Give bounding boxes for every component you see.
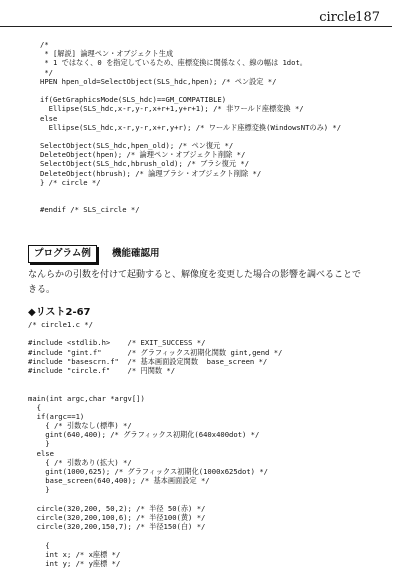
code-line: circle(320,200,150,7); /* 半径150(白) */ bbox=[28, 522, 206, 532]
page-number: 187 bbox=[355, 10, 380, 25]
code-line: else bbox=[40, 113, 58, 123]
code-line bbox=[28, 329, 282, 338]
code-line: * [解説] 論理ペン・オブジェクト生成 bbox=[40, 49, 174, 59]
code-line: base_screen(640,400); /* 基本画面設定 */ bbox=[28, 476, 210, 486]
code-line: { bbox=[28, 402, 41, 412]
code-line: } bbox=[28, 485, 50, 495]
code-line: } bbox=[28, 439, 50, 449]
code-line: { /* 引数あり(拡大) */ bbox=[28, 457, 132, 467]
code-line bbox=[28, 495, 282, 504]
code-line: #endif /* SLS_circle */ bbox=[40, 205, 140, 215]
code-line: gint(1000,625); /* グラフィックス初期化(1000x625dot) */ bbox=[28, 467, 268, 476]
section-title: 機能確認用 bbox=[112, 248, 160, 259]
code-line: { bbox=[28, 540, 50, 550]
code-line: } /* circle */ bbox=[40, 177, 101, 187]
code-line: int x; /* x座標 */ bbox=[28, 549, 121, 559]
code-line: circle(320,200, 50,2); /* 半径 50(赤) */ bbox=[28, 503, 206, 513]
code-line: Ellipse(SLS_hdc,x-r,y-r,x+r,y+r); /* ワールド座標変換(WindowsNTのみ) */ bbox=[40, 122, 342, 132]
code-line: SelectObject(SLS_hdc,hbrush_old); /* ブラシ復元 */ bbox=[40, 159, 250, 169]
code-line: * 1 ではなく、0 を指定しているため、座標変換に関係なく、線の幅は 1dot。 bbox=[40, 58, 307, 68]
code-line: gint(640,400); /* グラフィックス初期化(640x400dot) */ bbox=[28, 430, 260, 440]
code-listing-top bbox=[40, 40, 341, 215]
body-line: なんらかの引数を付けて起動すると、解像度を変更した場合の影響を調べることで bbox=[28, 270, 362, 280]
code-line: DeleteObject(hpen); /* 論理ペン・オブジェクト削除 */ bbox=[40, 150, 246, 160]
body-paragraph bbox=[28, 268, 380, 298]
code-line bbox=[28, 384, 282, 393]
running-title: circle bbox=[319, 10, 356, 25]
code-line: #include "circle.f" /* 円関数 */ bbox=[28, 365, 176, 375]
sample-program-tag: プログラム例 bbox=[28, 245, 97, 263]
code-line bbox=[40, 86, 341, 95]
code-line: #include "basescrn.f" /* 基本画面設定関数 base_screen */ bbox=[28, 356, 268, 366]
code-line: #include "gint.f" /* グラフィックス初期化関数 gint,gend */ bbox=[28, 347, 283, 357]
code-line: /* circle1.c */ bbox=[28, 320, 93, 329]
code-line bbox=[40, 187, 341, 196]
code-line: if(argc==1) bbox=[28, 411, 85, 421]
code-line bbox=[28, 531, 282, 540]
code-line: SelectObject(SLS_hdc,hpen_old); /* ペン復元 */ bbox=[40, 141, 234, 151]
code-line: { /* 引数なし(標準) */ bbox=[28, 421, 132, 431]
code-line: /* bbox=[40, 40, 49, 49]
code-line: circle(320,200,100,6); /* 半径100(黄) */ bbox=[28, 512, 206, 522]
body-line: きる。 bbox=[28, 285, 56, 295]
code-line: HPEN hpen_old=SelectObject(SLS_hdc,hpen); /* ペン設定 */ bbox=[40, 76, 277, 86]
code-line bbox=[40, 196, 341, 205]
code-line: else bbox=[28, 448, 54, 458]
code-line: */ bbox=[40, 67, 53, 77]
section-heading bbox=[28, 245, 248, 263]
code-line: int y; /* y座標 */ bbox=[28, 558, 121, 568]
page-header bbox=[0, 8, 392, 30]
code-line: DeleteObject(hbrush); /* 論理ブラシ・オブジェクト削除 */ bbox=[40, 168, 262, 178]
code-line bbox=[28, 375, 282, 384]
code-line: Ellipse(SLS_hdc,x-r,y-r,x+r+1,y+r+1); /* 非ワールド座標変換 */ bbox=[40, 104, 304, 114]
code-listing-main bbox=[28, 320, 282, 568]
code-line: #include <stdlib.h> /* EXIT_SUCCESS */ bbox=[28, 338, 206, 348]
code-line: if(GetGraphicsMode(SLS_hdc)==GM_COMPATIBLE) bbox=[40, 95, 227, 105]
header-rule bbox=[0, 26, 392, 27]
code-line bbox=[40, 132, 341, 141]
listing-label: ◆リスト2-67 bbox=[28, 307, 91, 318]
code-line: main(int argc,char *argv[]) bbox=[28, 393, 145, 403]
